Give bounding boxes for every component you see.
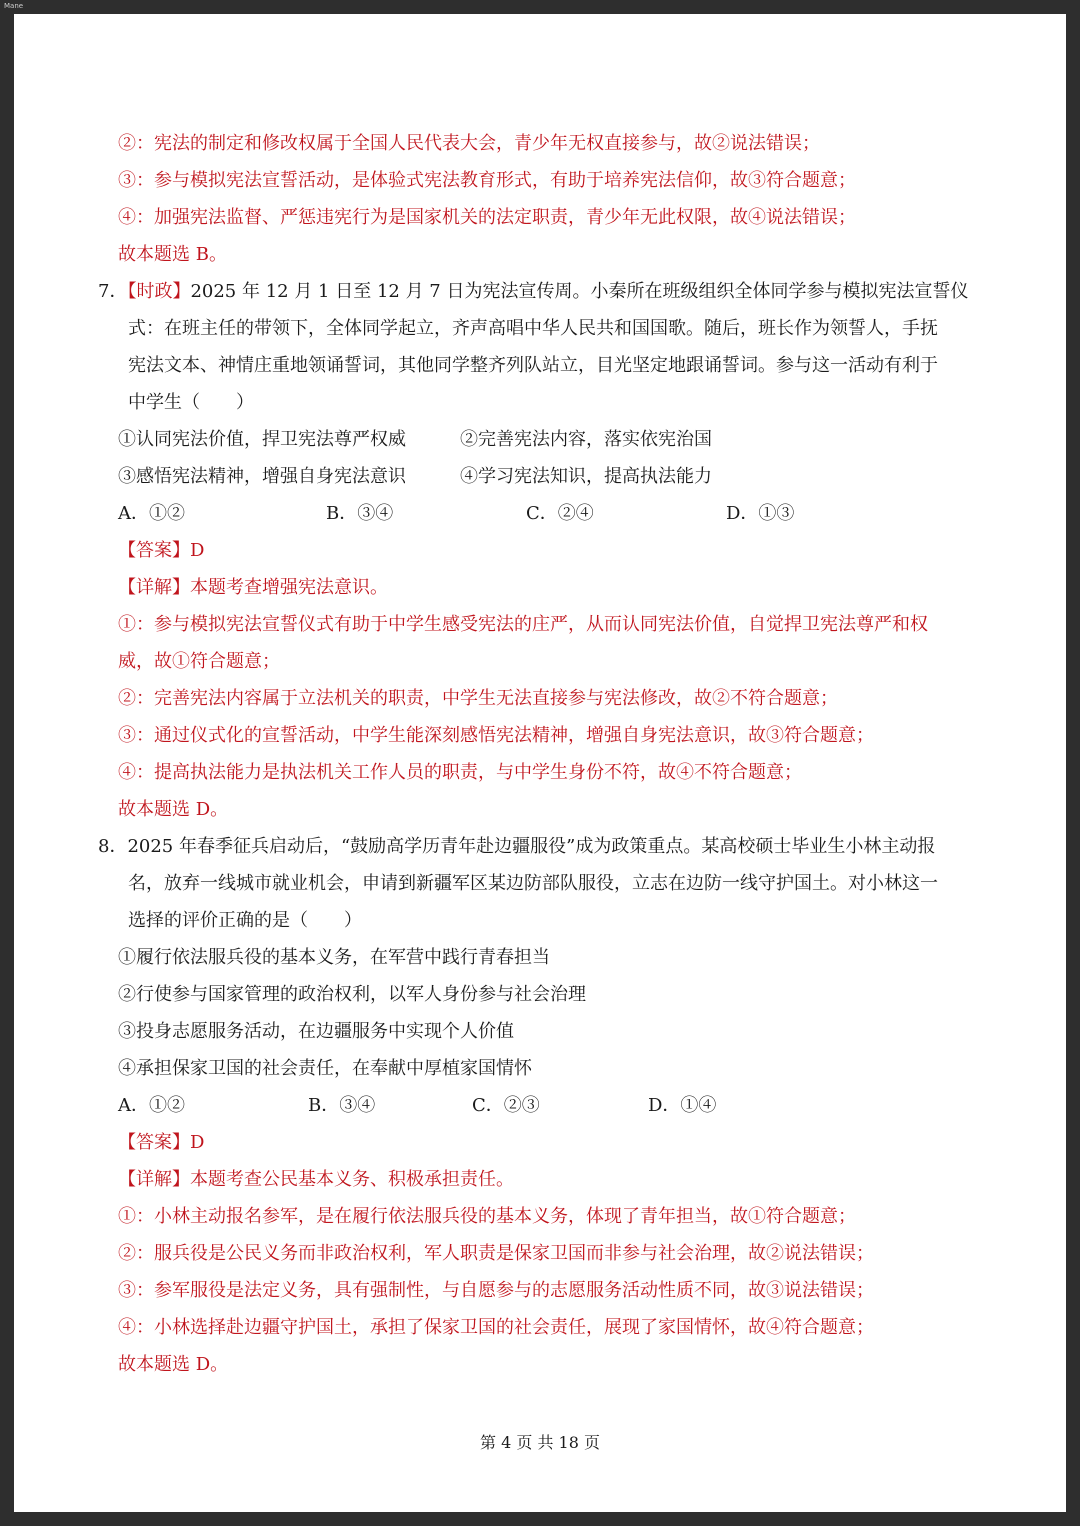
question-stem: 2025 年 12 月 1 日至 12 月 7 日为宪法宣传周。小秦所在班级组织全体同学参与模拟宪法宣誓仪 xyxy=(190,281,969,302)
option-a: A．①② xyxy=(118,1095,185,1116)
corner-watermark: Mane xyxy=(4,2,24,10)
question-8-first-line xyxy=(98,835,935,859)
statement-1: ①认同宪法价值，捍卫宪法尊严权威 xyxy=(118,429,406,450)
explain-line: ③：参与模拟宪法宣誓活动，是体验式宪法教育形式，有助于培养宪法信仰，故③符合题意； xyxy=(118,170,856,191)
option-d: D．①③ xyxy=(726,503,795,524)
explain-line: ④：提高执法能力是执法机关工作人员的职责，与中学生身份不符，故④不符合题意； xyxy=(118,762,802,783)
explain-heading: 【详解】本题考查增强宪法意识。 xyxy=(118,577,388,598)
explain-line: ②：完善宪法内容属于立法机关的职责，中学生无法直接参与宪法修改，故②不符合题意； xyxy=(118,688,838,709)
statement-4: ④承担保家卫国的社会责任，在奉献中厚植家国情怀 xyxy=(118,1058,532,1079)
explain-line: ②：服兵役是公民义务而非政治权利，军人职责是保家卫国而非参与社会治理，故②说法错误； xyxy=(118,1243,874,1264)
option-c: C．②③ xyxy=(472,1095,540,1116)
option-d: D．①④ xyxy=(648,1095,717,1116)
statement-2: ②行使参与国家管理的政治权利，以军人身份参与社会治理 xyxy=(118,984,586,1005)
question-number: 7． xyxy=(98,281,128,302)
question-stem: 选择的评价正确的是（ ） xyxy=(128,910,362,931)
option-b: B．③④ xyxy=(308,1095,376,1116)
explain-conclusion: 故本题选 D。 xyxy=(118,799,229,820)
statement-3: ③感悟宪法精神，增强自身宪法意识 xyxy=(118,466,406,487)
question-7-first-line xyxy=(98,280,968,304)
option-c: C．②④ xyxy=(526,503,594,524)
answer: 【答案】D xyxy=(118,1132,205,1153)
explain-conclusion: 故本题选 B。 xyxy=(118,244,227,265)
question-stem: 名，放弃一线城市就业机会，申请到新疆军区某边防部队服役，立志在边防一线守护国土。对小林这一 xyxy=(128,873,938,894)
question-tag: 【时政】 xyxy=(127,281,191,302)
question-stem: 式：在班主任的带领下，全体同学起立，齐声高唱中华人民共和国国歌。随后，班长作为领誓人，手抚 xyxy=(128,318,938,339)
document-page xyxy=(14,14,1066,1512)
explain-line: ④：小林选择赴边疆守护国土，承担了保家卫国的社会责任，展现了家国情怀，故④符合题意； xyxy=(118,1317,874,1338)
option-a: A．①② xyxy=(118,503,185,524)
statement-3: ③投身志愿服务活动，在边疆服务中实现个人价值 xyxy=(118,1021,514,1042)
explain-line: ③：参军服役是法定义务，具有强制性，与自愿参与的志愿服务活动性质不同，故③说法错误； xyxy=(118,1280,874,1301)
question-stem: 宪法文本、神情庄重地领诵誓词，其他同学整齐列队站立，目光坚定地跟诵誓词。参与这一活动有利于 xyxy=(128,355,938,376)
explain-heading: 【详解】本题考查公民基本义务、积极承担责任。 xyxy=(118,1169,514,1190)
explain-line: ①：参与模拟宪法宣誓仪式有助于中学生感受宪法的庄严，从而认同宪法价值，自觉捍卫宪法尊严和权 xyxy=(118,614,928,635)
explain-line: 威，故①符合题意； xyxy=(118,651,280,672)
page-footer: 第 4 页 共 18 页 xyxy=(480,1433,600,1452)
question-stem: 2025 年春季征兵启动后，“鼓励高学历青年赴边疆服役”成为政策重点。某高校硕士毕业生小林主动报 xyxy=(127,836,936,857)
answer: 【答案】D xyxy=(118,540,205,561)
question-stem: 中学生（ ） xyxy=(128,392,254,413)
explain-line: ①：小林主动报名参军，是在履行依法服兵役的基本义务，体现了青年担当，故①符合题意； xyxy=(118,1206,856,1227)
explain-conclusion: 故本题选 D。 xyxy=(118,1354,229,1375)
statement-4: ④学习宪法知识，提高执法能力 xyxy=(460,466,712,487)
explain-line: ③：通过仪式化的宣誓活动，中学生能深刻感悟宪法精神，增强自身宪法意识，故③符合题意； xyxy=(118,725,874,746)
statement-2: ②完善宪法内容，落实依宪治国 xyxy=(460,429,712,450)
question-number: 8． xyxy=(98,836,128,857)
statement-1: ①履行依法服兵役的基本义务，在军营中践行青春担当 xyxy=(118,947,550,968)
option-b: B．③④ xyxy=(326,503,394,524)
explain-line: ②：宪法的制定和修改权属于全国人民代表大会，青少年无权直接参与，故②说法错误； xyxy=(118,133,820,154)
explain-line: ④：加强宪法监督、严惩违宪行为是国家机关的法定职责，青少年无此权限，故④说法错误； xyxy=(118,207,856,228)
